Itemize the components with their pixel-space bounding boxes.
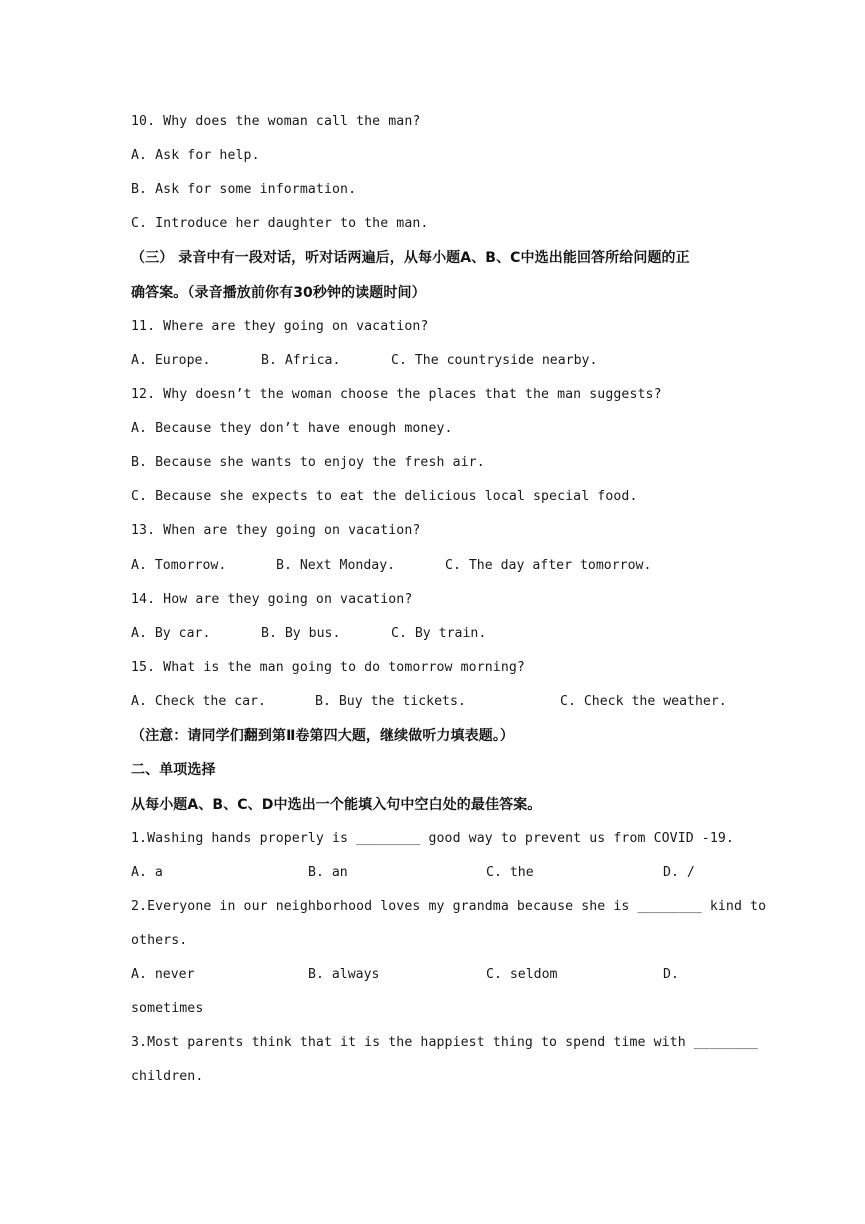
section3-heading-line2: 确答案。（录音播放前你有30秒钟的读题时间） [131, 285, 426, 301]
question-12: 12. Why doesn’t the woman choose the places that the man suggests? [131, 387, 662, 402]
listening-note: （注意：请同学们翻到第Ⅱ卷第四大题，继续做听力填表题。） [131, 728, 515, 744]
mc1-option-c: C. the [486, 865, 534, 880]
mc2-option-a: A. never [131, 967, 195, 982]
q14-option-b: B. By bus. [261, 626, 341, 641]
question-15: 15. What is the man going to do tomorrow morning? [131, 660, 525, 675]
mc1-option-d: D. / [663, 865, 695, 880]
question-13: 13. When are they going on vacation? [131, 523, 421, 538]
q12-option-a: A. Because they don’t have enough money. [131, 421, 453, 436]
part-two-instruction: 从每小题A、B、C、D中选出一个能填入句中空白处的最佳答案。 [131, 797, 542, 813]
mc-question-3-line1: 3.Most parents think that it is the happiest thing to spend time with ________ [131, 1035, 759, 1050]
part-two-title: 二、单项选择 [131, 762, 216, 778]
mc-question-3-line2: children. [131, 1069, 204, 1084]
mc1-option-a: A. a [131, 865, 163, 880]
q12-option-c: C. Because she expects to eat the delicious local special food. [131, 489, 638, 504]
mc2-option-c: C. seldom [486, 967, 558, 982]
q14-option-c: C. By train. [391, 626, 487, 641]
q13-option-b: B. Next Monday. [276, 558, 396, 573]
section3-heading-line1: （三） 录音中有一段对话，听对话两遍后，从每小题A、B、C中选出能回答所给问题的正 [131, 250, 690, 266]
mc-question-2-line1: 2.Everyone in our neighborhood loves my grandma because she is ________ kind to [131, 899, 767, 914]
q13-option-a: A. Tomorrow. [131, 558, 227, 573]
q15-option-a: A. Check the car. [131, 694, 266, 709]
mc-question-2-line2: others. [131, 933, 188, 948]
q15-option-c: C. Check the weather. [560, 694, 727, 709]
q14-option-a: A. By car. [131, 626, 211, 641]
q10-option-c: C. Introduce her daughter to the man. [131, 216, 429, 231]
mc-question-1: 1.Washing hands properly is ________ good way to prevent us from COVID -19. [131, 831, 734, 846]
q11-option-c: C. The countryside nearby. [391, 353, 598, 368]
question-10: 10. Why does the woman call the man? [131, 114, 421, 129]
q12-option-b: B. Because she wants to enjoy the fresh air. [131, 455, 485, 470]
q11-option-a: A. Europe. [131, 353, 211, 368]
mc2-option-d-continued: sometimes [131, 1001, 204, 1016]
mc1-option-b: B. an [308, 865, 348, 880]
q13-option-c: C. The day after tomorrow. [445, 558, 652, 573]
question-11: 11. Where are they going on vacation? [131, 319, 429, 334]
q10-option-a: A. Ask for help. [131, 148, 260, 163]
mc2-option-d: D. [663, 967, 679, 982]
question-14: 14. How are they going on vacation? [131, 592, 413, 607]
mc2-option-b: B. always [308, 967, 380, 982]
q15-option-b: B. Buy the tickets. [315, 694, 466, 709]
q11-option-b: B. Africa. [261, 353, 341, 368]
q10-option-b: B. Ask for some information. [131, 182, 357, 197]
